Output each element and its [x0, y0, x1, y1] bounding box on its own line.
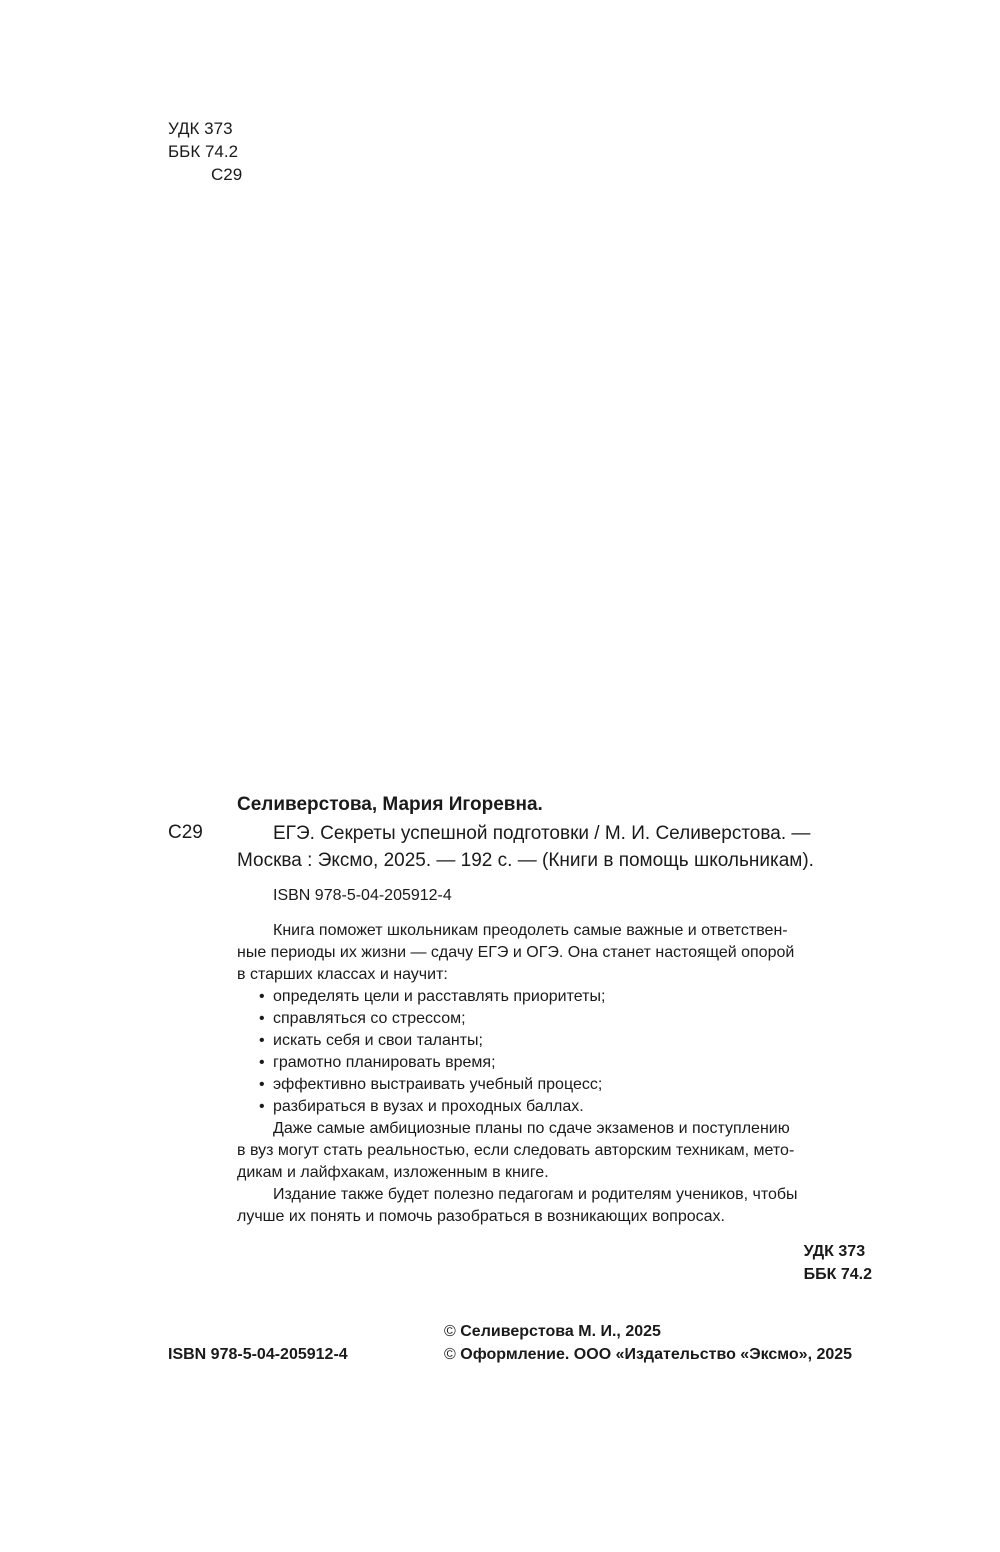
list-item-text: справляться со стрессом; [273, 1010, 466, 1027]
annotation-line: Даже самые амбициозные планы по сдаче экзаменов и поступлению [273, 1120, 790, 1137]
annotation-line: Издание также будет полезно педагогам и родителям учеников, чтобы [273, 1186, 798, 1203]
bullet-icon: • [259, 1032, 265, 1049]
copyright-author [444, 1320, 852, 1343]
bbk-code: ББК 74.2 [168, 142, 239, 161]
bullet-icon: • [259, 1076, 265, 1093]
annotation-line: дикам и лайфхакам, изложенным в книге. [237, 1164, 549, 1181]
bullet-icon: • [259, 1098, 265, 1115]
list-item [237, 1008, 877, 1030]
bullet-icon: • [259, 988, 265, 1005]
copyright-design [444, 1343, 852, 1366]
annotation-line: ные периоды их жизни — сдачу ЕГЭ и ОГЭ. Она станет настоящей опорой [237, 944, 795, 961]
list-item-text: грамотно планировать время; [273, 1054, 496, 1071]
list-item [237, 986, 877, 1008]
list-item [237, 1030, 877, 1052]
list-item-text: определять цели и расставлять приоритеты; [273, 988, 606, 1005]
bullet-icon: • [259, 1010, 265, 1027]
author-sign: С29 [211, 165, 243, 184]
top-classification-codes [168, 117, 242, 186]
author-name: Селиверстова, Мария Игоревна. [237, 794, 543, 815]
bib-imprint-line: Москва : Эксмо, 2025. — 192 с. — (Книги в помощь школьникам). [237, 850, 814, 871]
list-item [237, 1074, 877, 1096]
isbn-bottom: ISBN 978-5-04-205912-4 [168, 1346, 348, 1363]
bottom-classification-codes [804, 1240, 872, 1286]
bullet-icon: • [259, 1054, 265, 1071]
bibliographic-description [237, 820, 877, 874]
copyright-block [444, 1320, 852, 1366]
entry-isbn: ISBN 978-5-04-205912-4 [273, 887, 452, 904]
bib-title-line: ЕГЭ. Секреты успешной подготовки / М. И. Селиверстова. — [273, 823, 811, 844]
annotation [237, 920, 877, 1228]
copyright-icon: © [444, 1346, 456, 1363]
annotation-line: Книга поможет школьникам преодолеть самые важные и ответствен- [273, 922, 788, 939]
list-item-text: разбираться в вузах и проходных баллах. [273, 1098, 584, 1115]
entry-author-sign: С29 [168, 822, 203, 843]
udk-code: УДК 373 [803, 1243, 866, 1260]
copyright-icon: © [444, 1323, 456, 1340]
copyright-author-text: Селиверстова М. И., 2025 [460, 1323, 661, 1340]
bbk-code: ББК 74.2 [803, 1266, 872, 1283]
annotation-line: в старших классах и научит: [237, 966, 448, 983]
annotation-line: лучше их понять и помочь разобраться в возникающих вопросах. [237, 1208, 725, 1225]
list-item [237, 1052, 877, 1074]
copyright-design-text: Оформление. ООО «Издательство «Эксмо», 2025 [460, 1346, 853, 1363]
list-item-text: эффективно выстраивать учебный процесс; [273, 1076, 603, 1093]
list-item [237, 1096, 877, 1118]
list-item-text: искать себя и свои таланты; [273, 1032, 483, 1049]
annotation-line: в вуз могут стать реальностью, если следовать авторским техникам, мето- [237, 1142, 795, 1159]
udk-code: УДК 373 [168, 119, 233, 138]
